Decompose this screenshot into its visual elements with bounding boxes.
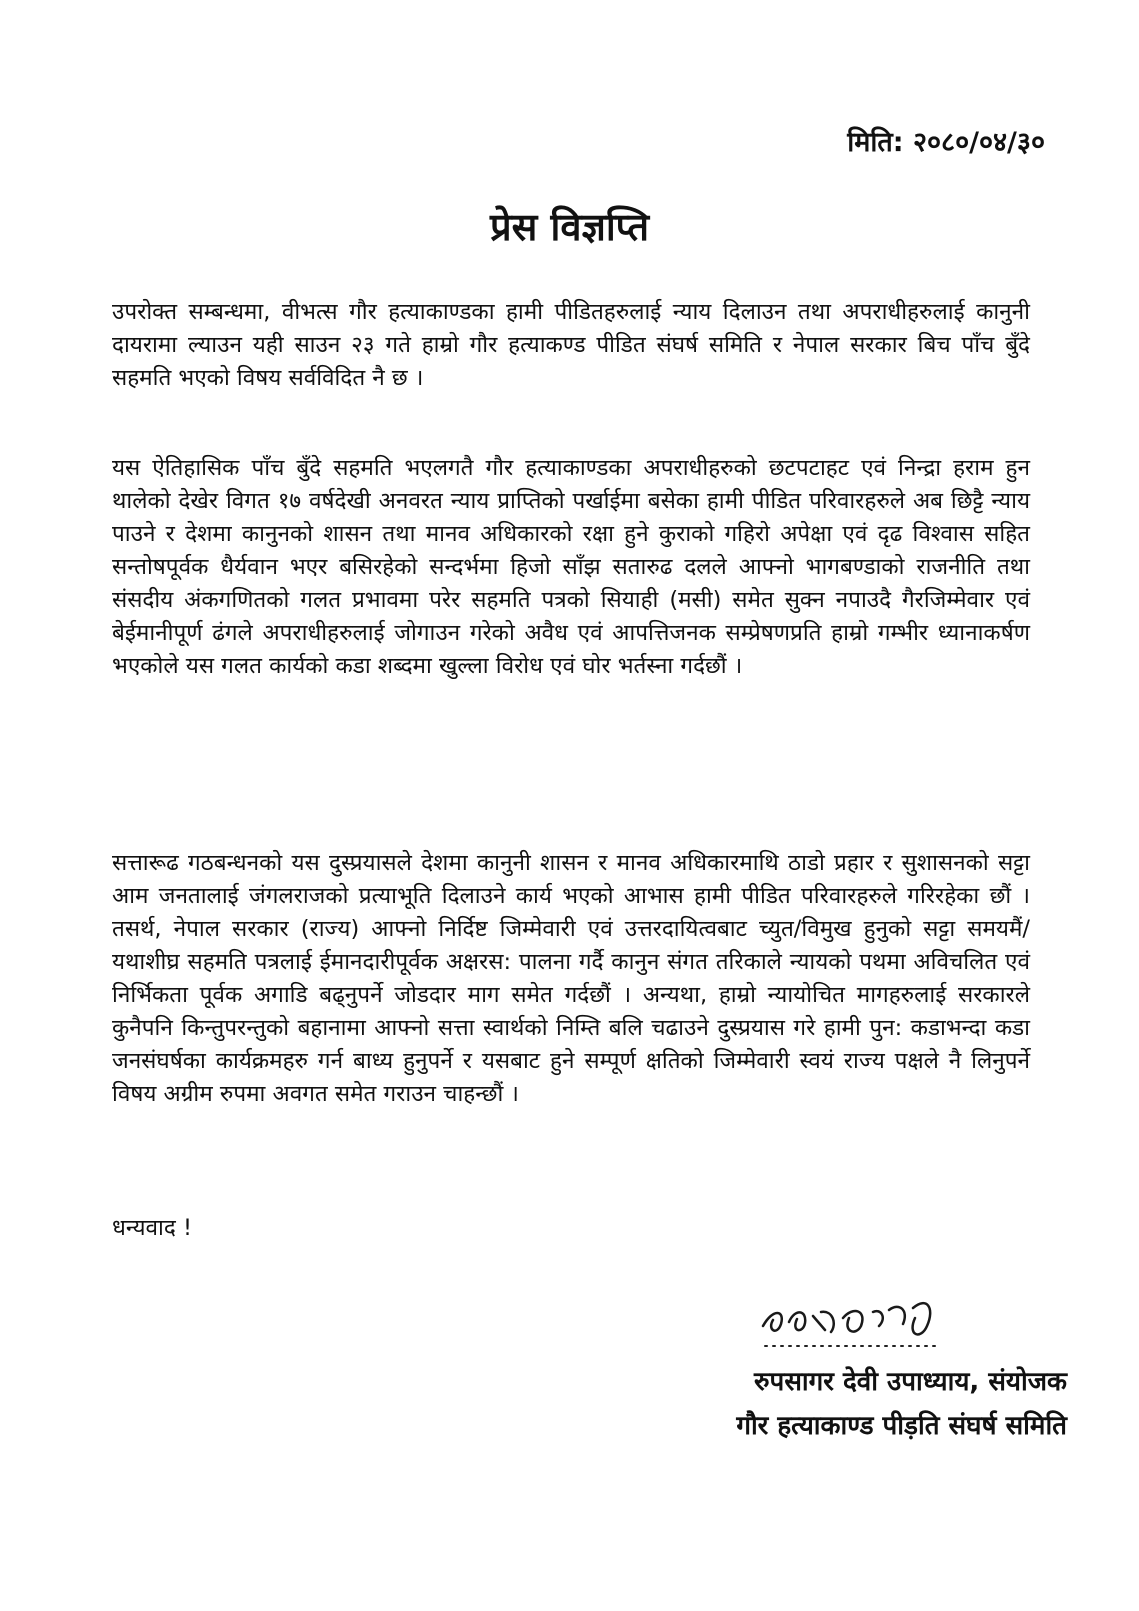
letter-title: प्रेस विज्ञप्ति: [489, 205, 650, 249]
signer-block: [736, 1360, 1067, 1448]
signature-image: [755, 1288, 965, 1358]
signer-organization: गौर हत्याकाण्ड पीड़ति संघर्ष समिति: [736, 1411, 1067, 1441]
paragraph-1: उपरोक्त सम्बन्धमा, वीभत्स गौर हत्याकाण्डका हामी पीडितहरुलाई न्याय दिलाउन तथा अपराधीहरुलाई कानुनी दायरामा ल्याउन यही साउन २३ गते हाम्रो गौर हत्याकण्ड पीडित संघर्ष समिति र नेपाल सरकार बिच पाँच बुँदे सहमति भएको विषय सर्वविदित नै छ ।: [112, 299, 1030, 391]
paragraph-3: सत्तारूढ गठबन्धनको यस दुस्प्रयासले देशमा कानुनी शासन र मानव अधिकारमाथि ठाडो प्रहार र सुशासनको सट्टा आम जनतालाई जंगलराजको प्रत्याभूति दिलाउने कार्य भएको आभास हामी पीडित परिवारहरुले गरिरहेका छौं । तसर्थ, नेपाल सरकार (राज्य) आफ्नो निर्दिष्ट जिम्मेवारी एवं उत्तरदायित्वबाट च्युत/विमुख हुनुको सट्टा समयमैं/यथाशीघ्र सहमति पत्रलाई ईमानदारीपूर्वक अक्षरस: पालना गर्दै कानुन संगत तरिकाले न्यायको पथमा अविचलित एवं निर्भिकता पूर्वक अगाडि बढ्नुपर्ने जोडदार माग समेत गर्दछौं । अन्यथा, हाम्रो न्यायोचित मागहरुलाई सरकारले कुनैपनि किन्तुपरन्तुको बहानामा आफ्नो सत्ता स्वार्थको निम्ति बलि चढाउने दुस्प्रयास गरे हामी पुन: कडाभन्दा कडा जनसंघर्षका कार्यक्रमहरु गर्न बाध्य हुनुपर्ने र यसबाट हुने सम्पूर्ण क्षतिको जिम्मेवारी स्वयं राज्य पक्षले नै लिनुपर्ने विषय अग्रीम रुपमा अवगत समेत गराउन चाहन्छौं ।: [112, 850, 1030, 1107]
closing-text: धन्यवाद !: [112, 1215, 192, 1241]
signer-name: रुपसागर देवी उपाध्याय, संयोजक: [754, 1367, 1067, 1397]
paragraph-2: यस ऐतिहासिक पाँच बुँदे सहमति भएलगतै गौर हत्याकाण्डका अपराधीहरुको छटपटाहट एवं निन्द्रा हराम हुन थालेको देखेर विगत १७ वर्षदेखी अनवरत न्याय प्राप्तिको पर्खाईमा बसेका हामी पीडित परिवारहरुले अब छिट्टै न्याय पाउने र देशमा कानुनको शासन तथा मानव अधिकारको रक्षा हुने कुराको गहिरो अपेक्षा एवं दृढ विश्वास सहित सन्तोषपूर्वक धैर्यवान भएर बसिरहेको सन्दर्भमा हिजो साँझ सतारुढ दलले आफ्नो भागबण्डाको राजनीति तथा संसदीय अंकगणितको गलत प्रभावमा परेर सहमति पत्रको सियाही (मसी) समेत सुक्न नपाउदै गैरजिम्मेवार एवं बेईमानीपूर्ण ढंगले अपराधीहरुलाई जोगाउन गरेको अवैध एवं आपत्तिजनक सम्प्रेषणप्रति हाम्रो गम्भीर ध्यानाकर्षण भएकोले यस गलत कार्यको कडा शब्दमा खुल्ला विरोध एवं घोर भर्तस्ना गर्दछौं ।: [112, 455, 1030, 679]
letter-date: मिति: २०८०/०४/३०: [847, 127, 1045, 158]
